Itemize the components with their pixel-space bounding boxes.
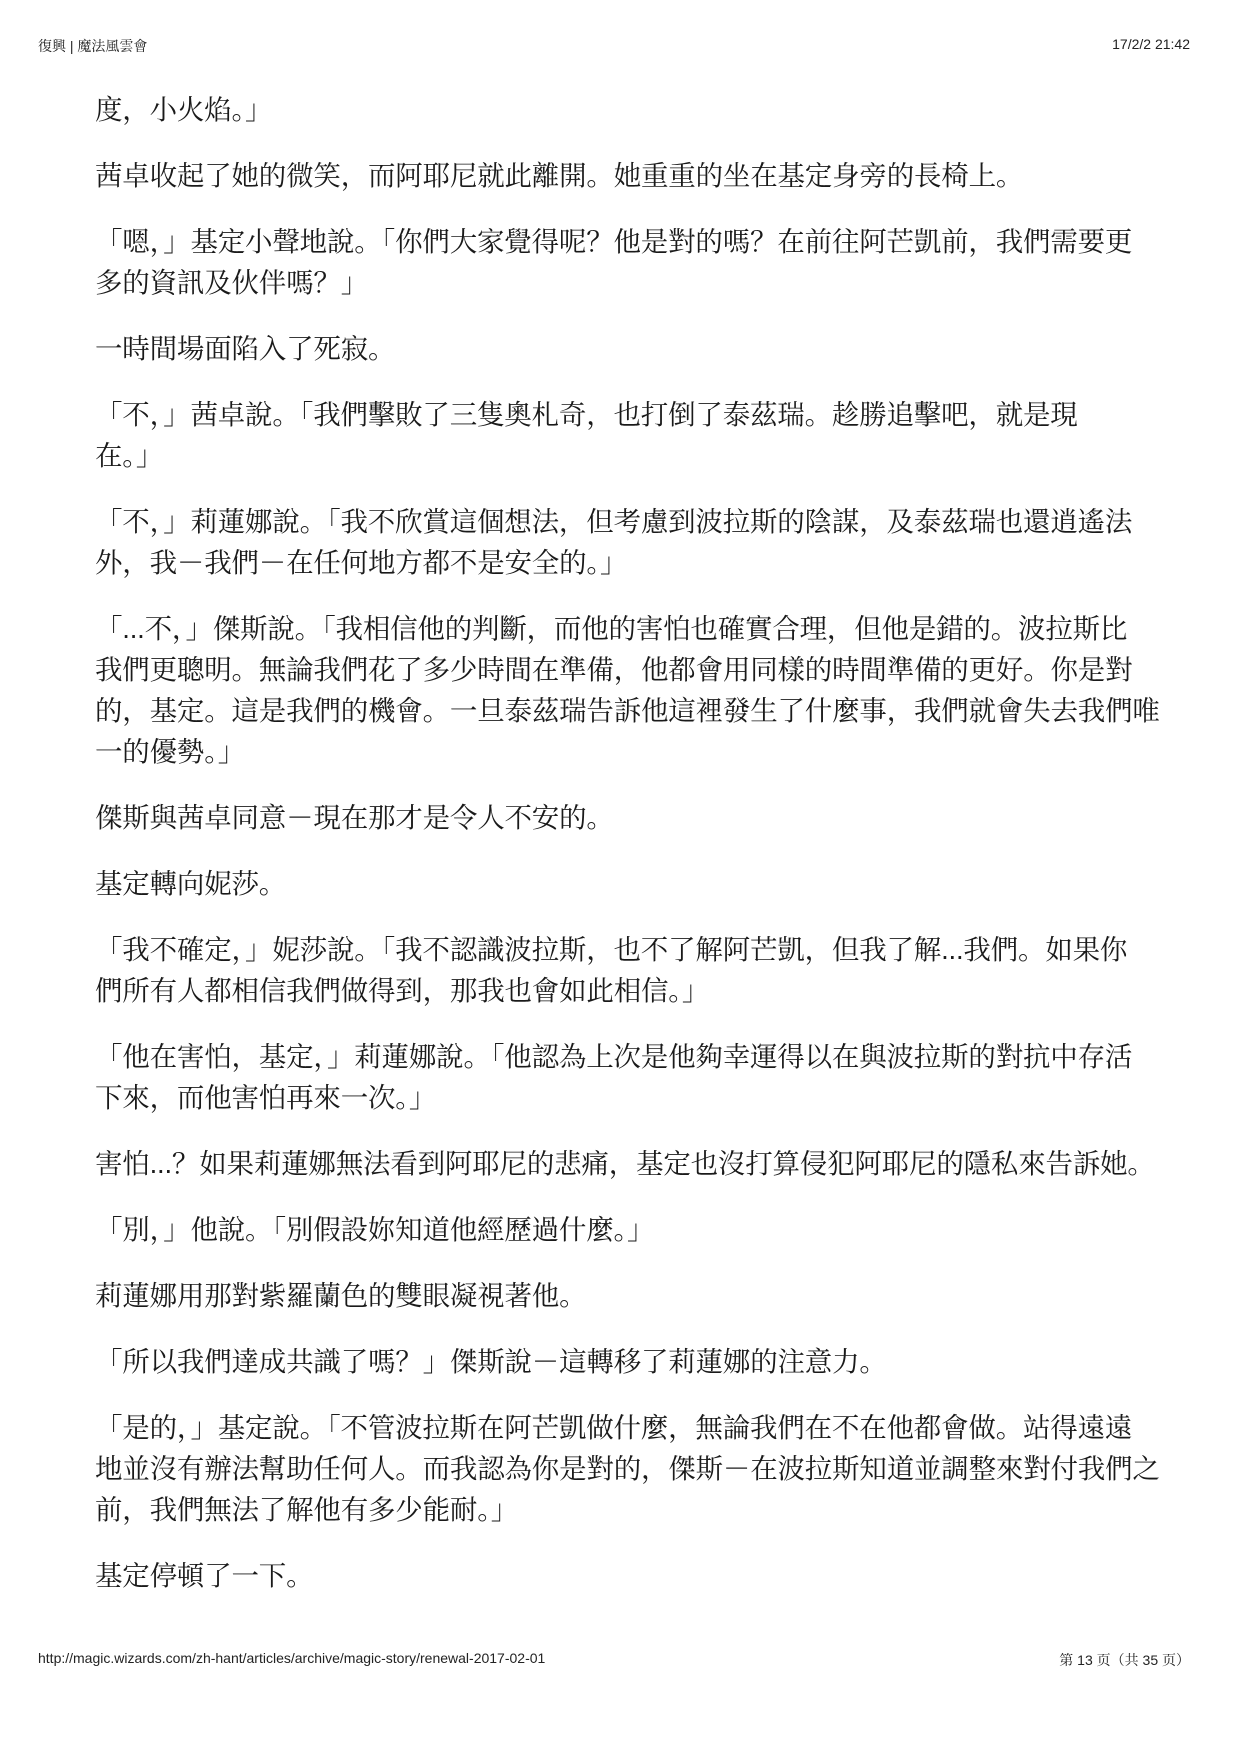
paragraph	[95, 1036, 1165, 1118]
paragraph	[95, 863, 1165, 904]
paragraph-line: 「不，」莉蓮娜說。「我不欣賞這個想法，但考慮到波拉斯的陰謀，及泰茲瑞也還逍遙法	[95, 506, 1133, 537]
paragraph-line: 莉蓮娜用那對紫羅蘭色的雙眼凝視著他。	[95, 1280, 587, 1311]
paragraph	[95, 1407, 1165, 1530]
paragraph-line: 「我不確定，」妮莎說。「我不認識波拉斯，也不了解阿芒凱，但我了解...我們。如果你	[95, 934, 1128, 965]
paragraph	[95, 608, 1165, 772]
paragraph	[95, 328, 1165, 369]
paragraph-line: 在。」	[95, 440, 164, 471]
paragraph-line: 們所有人都相信我們做得到，那我也會如此相信。」	[95, 975, 710, 1006]
paragraph-line: 我們更聰明。無論我們花了多少時間在準備，他都會用同樣的時間準備的更好。你是對	[95, 654, 1133, 685]
paragraph-line: 基定轉向妮莎。	[95, 868, 287, 899]
paragraph-line: 「不，」茜卓說。「我們擊敗了三隻奧札奇，也打倒了泰茲瑞。趁勝追擊吧，就是現	[95, 399, 1078, 430]
paragraph	[95, 1341, 1165, 1382]
paragraph-line: 前，我們無法了解他有多少能耐。」	[95, 1494, 519, 1525]
paragraph	[95, 394, 1165, 476]
paragraph-line: 的，基定。這是我們的機會。一旦泰茲瑞告訴他這裡發生了什麼事，我們就會失去我們唯	[95, 695, 1160, 726]
page-header-datetime: 17/2/2 21:42	[1112, 36, 1190, 52]
page-header-title: 復興 | 魔法風雲會	[38, 38, 148, 54]
paragraph-line: 「別，」他說。「別假設妳知道他經歷過什麼。」	[95, 1214, 655, 1245]
paragraph-line: 一時間場面陷入了死寂。	[95, 333, 396, 364]
paragraph	[95, 89, 1165, 130]
paragraph-line: 茜卓收起了她的微笑，而阿耶尼就此離開。她重重的坐在基定身旁的長椅上。	[95, 160, 1024, 191]
paragraph	[95, 929, 1165, 1011]
paragraph-line: 地並沒有辦法幫助任何人。而我認為你是對的，傑斯－在波拉斯知道並調整來對付我們之	[95, 1453, 1160, 1484]
paragraph-line: 「所以我們達成共識了嗎？」傑斯說－這轉移了莉蓮娜的注意力。	[95, 1346, 887, 1377]
paragraph	[95, 1275, 1165, 1316]
paragraph-line: 外，我－我們－在任何地方都不是安全的。」	[95, 547, 628, 578]
paragraph	[95, 155, 1165, 196]
paragraph	[95, 797, 1165, 838]
paragraph-line: 一的優勢。」	[95, 736, 246, 767]
paragraph-line: 多的資訊及伙伴嗎？」	[95, 267, 368, 298]
paragraph	[95, 221, 1165, 303]
paragraph	[95, 1209, 1165, 1250]
paragraph	[95, 1143, 1165, 1184]
paragraph-line: 基定停頓了一下。	[95, 1560, 314, 1591]
paragraph	[95, 501, 1165, 583]
paragraph-line: 「嗯，」基定小聲地說。「你們大家覺得呢？他是對的嗎？在前往阿芒凱前，我們需要更	[95, 226, 1133, 257]
paragraph-line: 「他在害怕，基定，」莉蓮娜說。「他認為上次是他夠幸運得以在與波拉斯的對抗中存活	[95, 1041, 1133, 1072]
page-footer-page-number: 第 13 页（共 35 页）	[1059, 1652, 1190, 1668]
paragraph	[95, 1555, 1165, 1596]
paragraph-line: 「...不，」傑斯說。「我相信他的判斷，而他的害怕也確實合理，但他是錯的。波拉斯比	[95, 613, 1128, 644]
page-footer-url: http://magic.wizards.com/zh-hant/articles/archive/magic-story/renewal-2017-02-01	[38, 1650, 546, 1666]
paragraph-line: 下來，而他害怕再來一次。」	[95, 1082, 437, 1113]
paragraph-line: 害怕...？如果莉蓮娜無法看到阿耶尼的悲痛，基定也沒打算侵犯阿耶尼的隱私來告訴她。	[95, 1148, 1155, 1179]
paragraph-line: 傑斯與茜卓同意－現在那才是令人不安的。	[95, 802, 614, 833]
paragraph-line: 度，小火焰。」	[95, 94, 273, 125]
paragraph-line: 「是的，」基定說。「不管波拉斯在阿芒凱做什麼，無論我們在不在他都會做。站得遠遠	[95, 1412, 1133, 1443]
article-body	[95, 89, 1165, 1621]
